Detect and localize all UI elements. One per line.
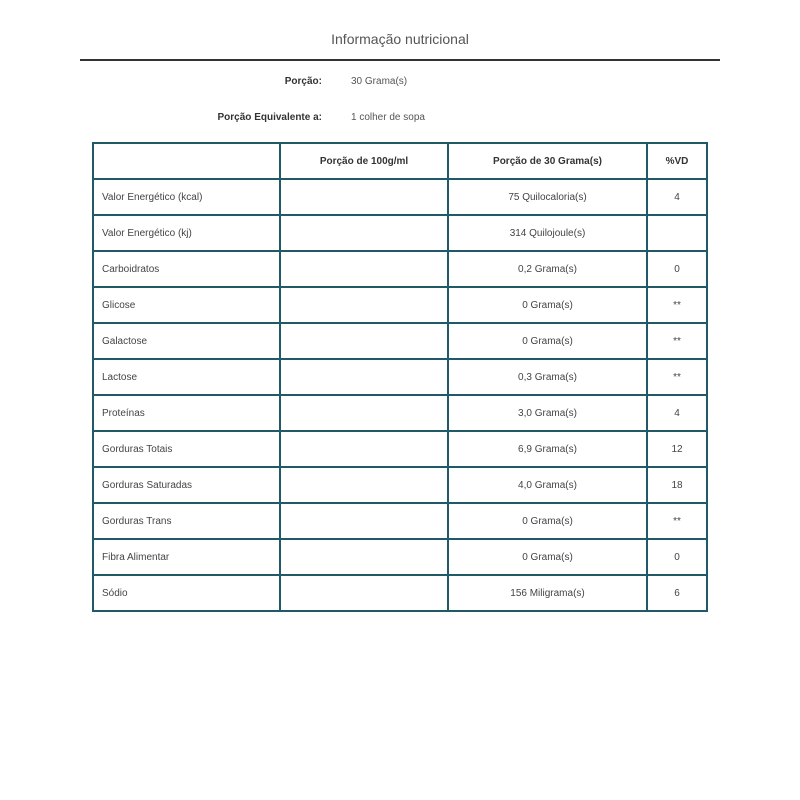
serving-row (0, 74, 800, 90)
page-title: Informação nutricional (331, 31, 469, 47)
vd-value: 18 (647, 467, 707, 503)
table-row (93, 575, 707, 611)
nutrient-name: Valor Energético (kj) (93, 215, 280, 251)
nutrient-name: Proteínas (93, 395, 280, 431)
serving-label: Porção: (284, 76, 322, 87)
table-row (93, 179, 707, 215)
vd-value: 0 (647, 539, 707, 575)
table-row (93, 503, 707, 539)
per-100-value (280, 575, 448, 611)
per-portion-value: 6,9 Grama(s) (448, 431, 647, 467)
per-portion-value: 0 Grama(s) (448, 539, 647, 575)
vd-value: ** (647, 287, 707, 323)
nutrient-name: Carboidratos (93, 251, 280, 287)
vd-value: 4 (647, 395, 707, 431)
table-row (93, 395, 707, 431)
per-portion-value: 156 Miligrama(s) (448, 575, 647, 611)
vd-value: 12 (647, 431, 707, 467)
header-per-100: Porção de 100g/ml (280, 143, 448, 179)
nutrient-name: Gorduras Saturadas (93, 467, 280, 503)
table-row (93, 359, 707, 395)
per-100-value (280, 251, 448, 287)
vd-value (647, 215, 707, 251)
vd-value: 6 (647, 575, 707, 611)
header-vd: %VD (647, 143, 707, 179)
header-nutrient (93, 143, 280, 179)
per-portion-value: 0 Grama(s) (448, 323, 647, 359)
per-100-value (280, 215, 448, 251)
nutrient-name: Valor Energético (kcal) (93, 179, 280, 215)
per-portion-value: 0 Grama(s) (448, 503, 647, 539)
equivalent-value: 1 colher de sopa (351, 112, 425, 123)
per-portion-value: 0,3 Grama(s) (448, 359, 647, 395)
vd-value: ** (647, 503, 707, 539)
vd-value: 4 (647, 179, 707, 215)
per-100-value (280, 179, 448, 215)
nutrition-table (92, 142, 708, 612)
vd-value: ** (647, 359, 707, 395)
per-100-value (280, 287, 448, 323)
equivalent-label: Porção Equivalente a: (217, 112, 322, 123)
nutrient-name: Gorduras Totais (93, 431, 280, 467)
per-100-value (280, 395, 448, 431)
table-row (93, 431, 707, 467)
per-portion-value: 3,0 Grama(s) (448, 395, 647, 431)
title-divider (80, 59, 720, 61)
nutrient-name: Gorduras Trans (93, 503, 280, 539)
per-100-value (280, 539, 448, 575)
table-row (93, 251, 707, 287)
nutrient-name: Galactose (93, 323, 280, 359)
table-row (93, 215, 707, 251)
per-portion-value: 0 Grama(s) (448, 287, 647, 323)
vd-value: 0 (647, 251, 707, 287)
per-100-value (280, 323, 448, 359)
per-portion-value: 0,2 Grama(s) (448, 251, 647, 287)
per-portion-value: 314 Quilojoule(s) (448, 215, 647, 251)
per-100-value (280, 503, 448, 539)
table-row (93, 287, 707, 323)
nutrient-name: Fibra Alimentar (93, 539, 280, 575)
table-row (93, 323, 707, 359)
nutrient-name: Sódio (93, 575, 280, 611)
table-body (93, 179, 707, 611)
table-row (93, 539, 707, 575)
per-100-value (280, 431, 448, 467)
nutrient-name: Glicose (93, 287, 280, 323)
table-row (93, 467, 707, 503)
per-portion-value: 4,0 Grama(s) (448, 467, 647, 503)
vd-value: ** (647, 323, 707, 359)
per-portion-value: 75 Quilocaloria(s) (448, 179, 647, 215)
per-100-value (280, 359, 448, 395)
per-100-value (280, 467, 448, 503)
table-header-row (93, 143, 707, 179)
header-per-portion: Porção de 30 Grama(s) (448, 143, 647, 179)
nutrient-name: Lactose (93, 359, 280, 395)
equivalent-row (0, 110, 800, 126)
serving-value: 30 Grama(s) (351, 76, 408, 87)
